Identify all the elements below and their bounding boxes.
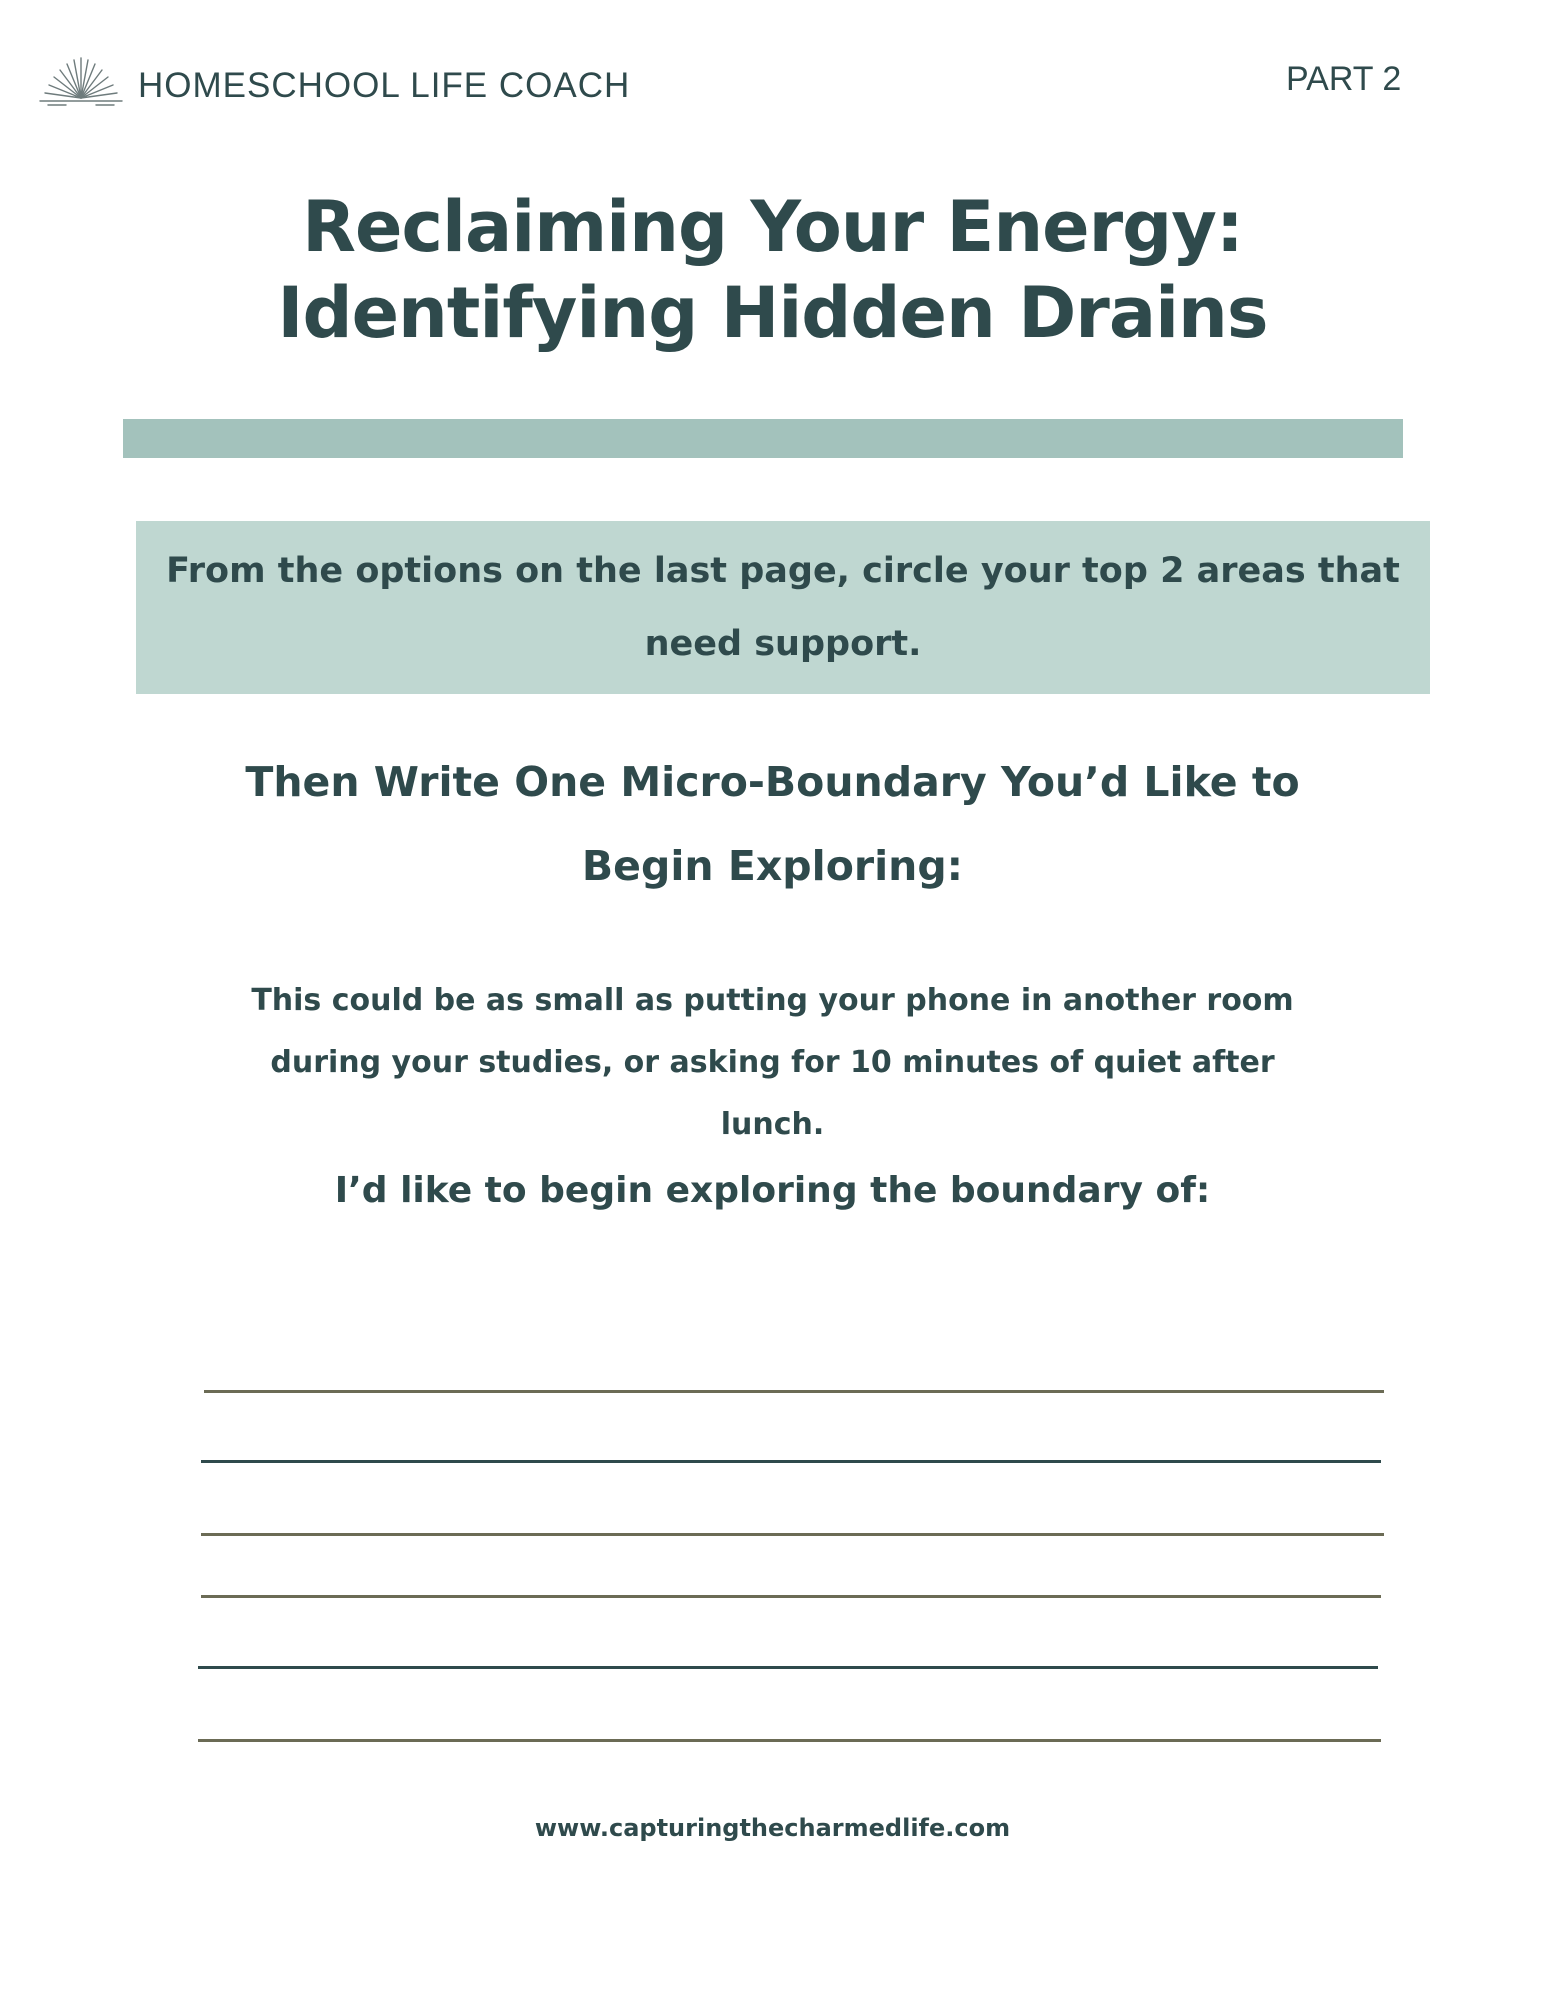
writing-line[interactable] bbox=[201, 1533, 1384, 1536]
writing-line[interactable] bbox=[201, 1595, 1381, 1598]
instruction-text: From the options on the last page, circle your top 2 areas that need support. bbox=[166, 550, 1400, 664]
example-text bbox=[220, 970, 1325, 1156]
writing-line[interactable] bbox=[198, 1666, 1378, 1669]
writing-prompt: I’d like to begin exploring the boundary of: bbox=[334, 1170, 1211, 1211]
title-line-1: Reclaiming Your Energy: bbox=[302, 186, 1243, 268]
website-url[interactable]: www.capturingthecharmedlife.com bbox=[534, 1814, 1011, 1842]
page-title bbox=[0, 184, 1545, 356]
writing-line[interactable] bbox=[201, 1460, 1381, 1463]
sunburst-icon bbox=[36, 54, 126, 110]
example-line-1: This could be as small as putting your phone in another room bbox=[251, 983, 1294, 1018]
brand-name: HOMESCHOOL LIFE COACH bbox=[138, 66, 631, 105]
title-line-2: Identifying Hidden Drains bbox=[277, 272, 1268, 354]
accent-divider bbox=[123, 419, 1403, 458]
section-subheading: Then Write One Micro-Boundary You’d Like to Begin Exploring: bbox=[245, 758, 1300, 890]
instruction-box bbox=[136, 521, 1430, 694]
part-label: PART 2 bbox=[1286, 60, 1402, 98]
writing-line[interactable] bbox=[198, 1739, 1381, 1742]
writing-line[interactable] bbox=[204, 1390, 1384, 1393]
example-line-2: during your studies, or asking for 10 minutes of quiet after lunch. bbox=[270, 1045, 1275, 1142]
